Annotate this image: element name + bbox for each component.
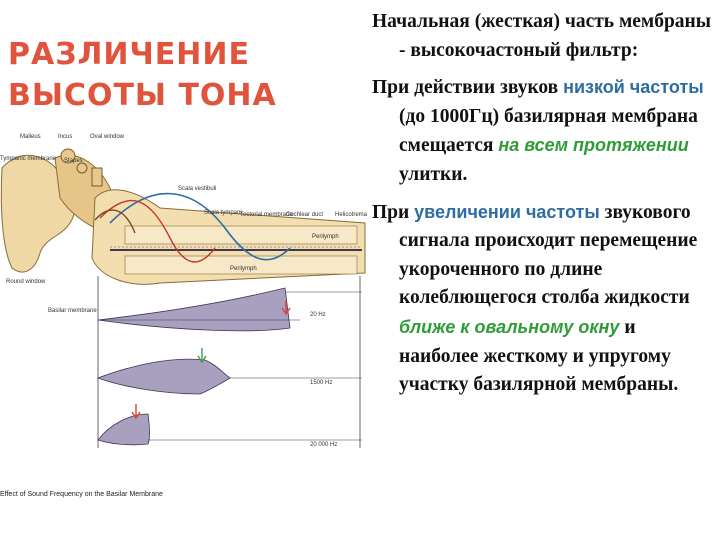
title-line-1: РАЗЛИЧЕНИЕ	[8, 37, 250, 72]
label-basilar-membrane: Basilar membrane	[48, 308, 97, 314]
paragraph-1-text: Начальная (жесткая) часть мембраны - высокочастоный фильтр:	[372, 11, 712, 61]
cochlea-diagram	[0, 128, 370, 508]
paragraph-3-highlight-oval-window: ближе к овальному окну	[399, 316, 620, 337]
label-freq-low: 20 Hz	[310, 312, 326, 318]
paragraph-2	[372, 73, 712, 189]
label-stapes: Stapes	[64, 158, 83, 164]
label-incus: Incus	[58, 134, 73, 140]
label-perilymph-top: Perilymph	[312, 234, 339, 240]
paragraph-3-text-a: При	[372, 201, 415, 223]
label-cochlear-duct: Cochlear duct	[286, 212, 324, 218]
label-freq-mid: 1500 Hz	[310, 380, 333, 386]
label-perilymph-bottom: Perilymph	[230, 266, 257, 272]
slide-title	[8, 34, 338, 116]
paragraph-3-text-e: и наиболее жесткому и упругому участку базилярной мембраны.	[399, 316, 679, 396]
membrane-profile-low	[98, 288, 362, 331]
paragraph-2-highlight-whole-length: на всем протяжении	[498, 135, 689, 156]
label-malleus: Malleus	[20, 134, 41, 140]
label-helicotrema: Helicotrema	[335, 212, 368, 218]
title-line-2: ВЫСОТЫ ТОНА	[8, 78, 277, 113]
paragraph-3-text-c: звукового сигнала происходит перемещение укороченного по длине колеблющегося столба жидкости	[399, 201, 698, 309]
label-freq-high: 20 000 Hz	[310, 442, 338, 448]
paragraph-2-text-e: улитки.	[399, 163, 468, 185]
paragraph-2-text-a: При действии звуков	[372, 77, 564, 99]
label-round-window: Round window	[6, 279, 46, 285]
paragraph-2-text-c: (до 1000Гц) базилярная мембрана смещается	[399, 105, 698, 157]
label-tectorial-membrane: Tectorial membrane	[240, 212, 293, 218]
label-scala-vestibuli: Scala vestibuli	[178, 186, 217, 192]
membrane-profile-mid	[98, 348, 362, 394]
label-oval-window: Oval window	[90, 134, 125, 140]
label-tympanic-membrane: Tympanic membrane	[0, 156, 57, 162]
paragraph-3-highlight-freq-increase: увеличении частоты	[414, 201, 600, 222]
paragraph-2-highlight-low-freq: низкой частоты	[563, 77, 704, 98]
membrane-profile-high	[98, 404, 362, 448]
body-text	[372, 8, 712, 408]
label-scala-tympani: Scala tympani	[204, 210, 242, 216]
paragraph-1	[372, 8, 712, 65]
figure-caption: Effect of Sound Frequency on the Basilar Membrane	[0, 491, 163, 498]
paragraph-3	[372, 198, 712, 400]
